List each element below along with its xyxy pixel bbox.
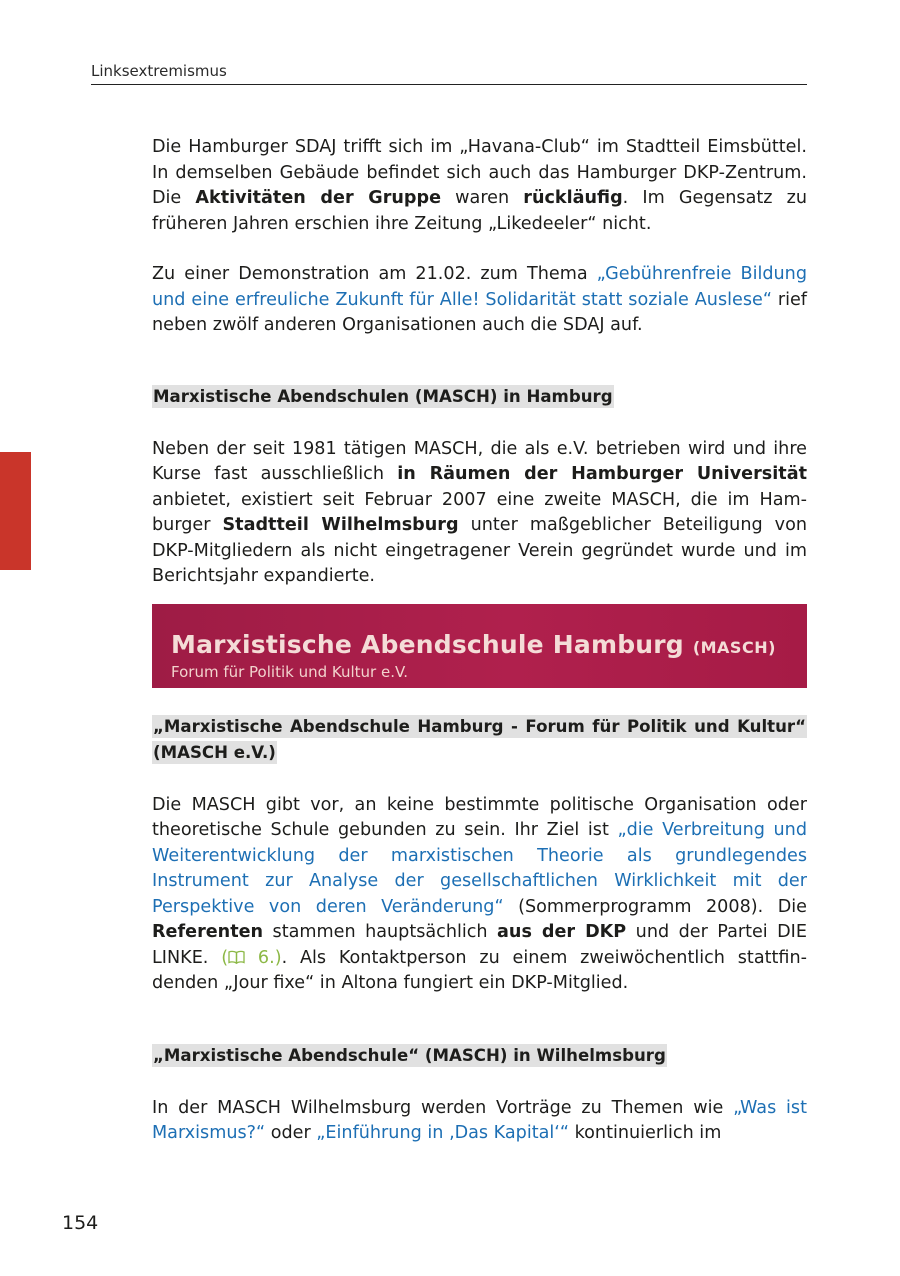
banner-subtitle: Forum für Politik und Kultur e.V. <box>171 662 409 681</box>
banner-title: Marxistische Abendschule Hamburg (MASCH) <box>171 629 776 659</box>
quote-link-masch-goal[interactable]: „die Verbreitung und Weiterentwicklung der marxistischen Theorie als grundlegendes Instrument zur Analyse der gesellschaftlichen Wirklichkeit mit der Perspektive von deren Veränderung“ <box>152 820 807 917</box>
paragraph-masch-goals: Die MASCH gibt vor, an keine bestimmte politische Organisation oder theoretische Schule gebunden zu sein. Ihr Ziel ist „die Verbreitung und Weiterentwicklung der marxistischen Theorie als grundlegendes Instrument zur Analyse der gesellschaftlichen Wirklichkeit mit der Perspektive von deren Veränderung“ (Sommerprogramm 2008). Die Referenten stammen hauptsächlich aus der DKP und der Partei DIE LINKE. ( 6.). Als Kontaktperson zu einem zweiwöchentlich stattfindenden „Jour fixe“ in Altona fungiert ein DKP-Mitglied. <box>152 794 807 993</box>
quote-link-das-kapital[interactable]: „Einführung in ‚Das Kapital‘“ <box>316 1123 570 1143</box>
paragraph-demonstration: Zu einer Demonstration am 21.02. zum Thema „Gebührenfreie Bildung und eine erfreuliche Zukunft für Alle! Solidarität statt soziale Auslese“ rief neben zwölf anderen Organisationen auch die SDAJ auf. <box>152 264 808 335</box>
main-content <box>152 135 807 1147</box>
running-header: Linksextremismus <box>91 61 807 85</box>
paragraph-sdaj-hamburg: Die Hamburger SDAJ trifft sich im „Havana-Club“ im Stadtteil Eimsbüttel. In demselben Gebäude befindet sich auch das Hamburger DKP-Zentrum. Die Aktivitäten der Gruppe waren rückläufig. Im Gegensatz zu früheren Jahren erschien ihre Zeitung „Likedeeler“ nicht. <box>152 137 807 234</box>
book-icon <box>228 950 245 964</box>
section-heading-masch-wilhelmsburg: „Marxistische Abendschule“ (MASCH) in Wilhelmsburg <box>153 1045 666 1065</box>
paragraph-masch-wilhelmsburg: In der MASCH Wilhelmsburg werden Vorträge zu Themen wie „Was ist Marxismus?“ oder „Einführung in ‚Das Kapital‘“ kontinuierlich im <box>152 1097 807 1143</box>
cross-reference-link[interactable]: ( 6.) <box>221 947 282 968</box>
section-heading-masch-hamburg: Marxistische Abendschulen (MASCH) in Hamburg <box>153 386 613 406</box>
page-number: 154 <box>62 1212 99 1234</box>
masch-logo-banner <box>152 604 807 688</box>
paragraph-masch-overview: Neben der seit 1981 tätigen MASCH, die als e.V. betrieben wird und ihre Kurse fast ausschließlich in Räumen der Hamburger Universität anbietet, existiert seit Februar 2007 eine zweite MASCH, die im Hamburger Stadtteil Wilhelmsburg unter maßgeblicher Beteiligung von DKP-Mitgliedern als nicht eingetragener Verein gegründet wurde und im Berichtsjahr expandierte. <box>152 438 807 586</box>
chapter-tab-marker <box>0 452 31 570</box>
section-heading-masch-ev: „Marxistische Abendschule Hamburg - Forum für Politik und Kultur“ (MASCH e.V.) <box>153 716 806 762</box>
quote-link-was-ist-marxismus[interactable]: „Was ist Marxismus?“ <box>152 1097 807 1143</box>
quote-link-demonstration[interactable]: „Gebührenfreie Bildung und eine erfreuliche Zukunft für Alle! Solidarität statt soziale Auslese“ <box>152 264 807 310</box>
